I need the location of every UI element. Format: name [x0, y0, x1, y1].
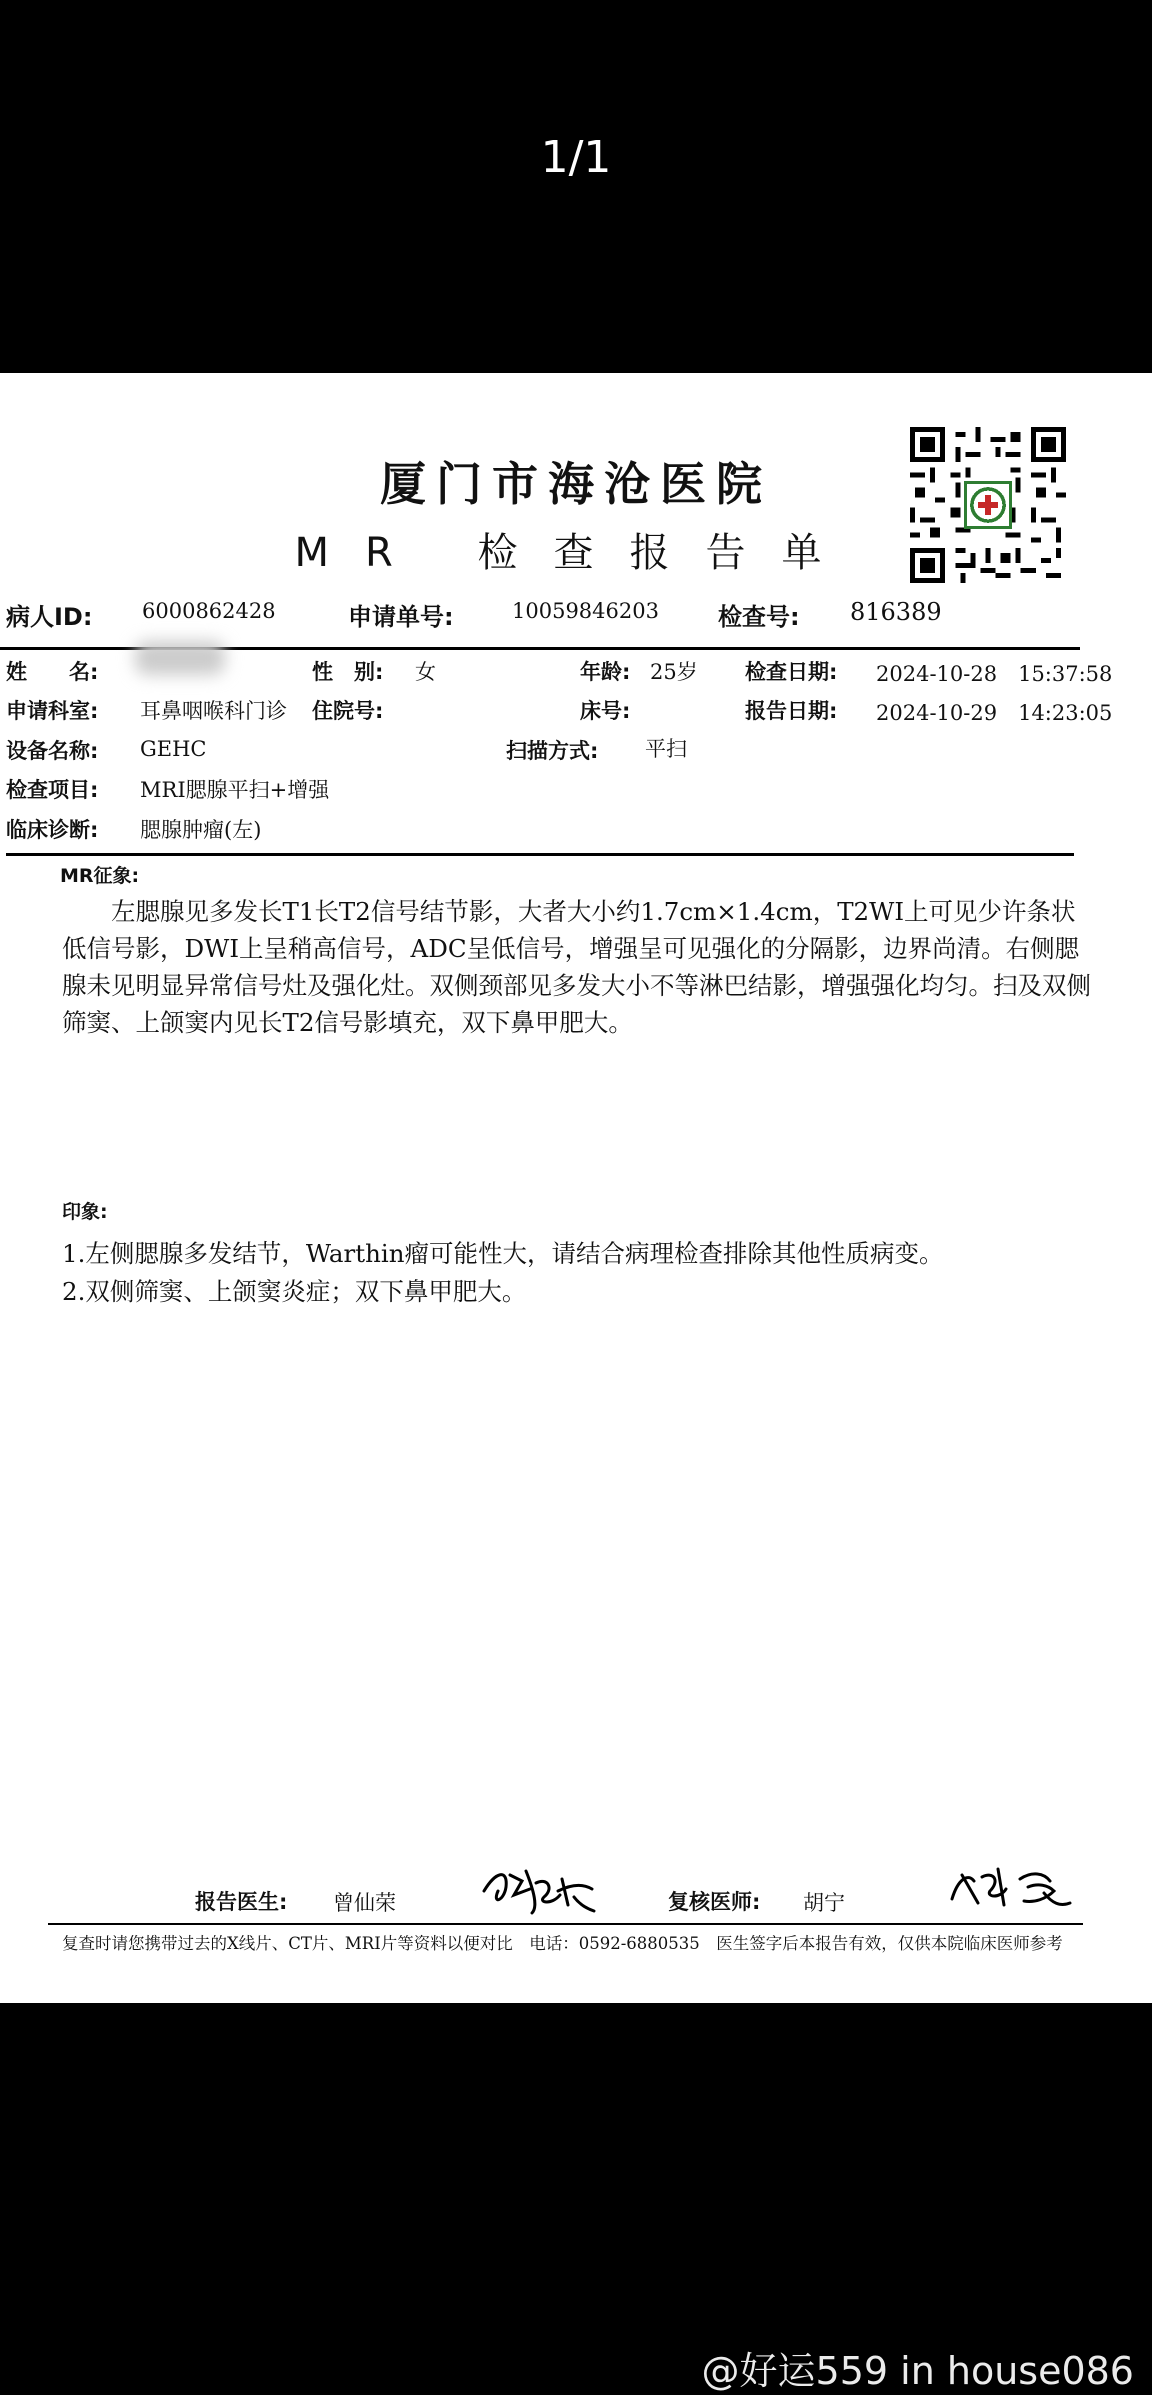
report-date-label: 报告日期: [745, 699, 838, 723]
report-document [0, 373, 1152, 2003]
watermark: @好运559 in house086 [701, 2349, 1134, 2393]
item-value: MRI腮腺平扫+增强 [140, 778, 330, 802]
report-title: MR 检查报告单 [294, 530, 858, 576]
page-counter: 1/1 [540, 132, 612, 183]
inpatient-label: 住院号: [312, 699, 384, 723]
patient-id-label: 病人ID: [6, 603, 93, 631]
item-label: 检查项目: [6, 778, 99, 802]
findings-label: MR征象: [60, 865, 140, 887]
report-date-value: 2024-10-29 14:23:05 [876, 701, 1113, 725]
impression-item-2: 2.双侧筛窦、上颌窦炎症；双下鼻甲肥大。 [62, 1277, 527, 1306]
request-no-label: 申请单号: [348, 603, 454, 631]
impression-item-1: 1.左侧腮腺多发结节，Warthin瘤可能性大，请结合病理检查排除其他性质病变。 [62, 1239, 944, 1268]
doctor-name: 曾仙荣 [333, 1891, 396, 1915]
dept-value: 耳鼻咽喉科门诊 [140, 699, 287, 723]
gender-value: 女 [415, 660, 436, 684]
device-label: 设备名称: [6, 739, 99, 763]
age-label: 年龄: [580, 660, 631, 684]
name-label: 姓 名: [6, 660, 99, 684]
exam-date-value: 2024-10-28 15:37:58 [876, 662, 1113, 686]
findings-text: 左腮腺见多发长T1长T2信号结节影，大者大小约1.7cm×1.4cm，T2WI上可见少许条状低信号影，DWI上呈稍高信号，ADC呈低信号，增强呈可见强化的分隔影，边界尚清。右侧腮腺未见明显异常信号灶及强化灶。双侧颈部见多发大小不等淋巴结影，增强强化均匀。扫及双侧筛窦、上颌窦内见长T2信号影填充，双下鼻甲肥大。 [62, 897, 1091, 1037]
device-value: GEHC [140, 737, 207, 761]
hospital-name: 厦门市海沧医院 [380, 457, 772, 511]
redacted-name [135, 641, 225, 675]
doctor-label: 报告医生: [195, 1890, 288, 1914]
reviewer-signature-icon [948, 1859, 1073, 1919]
footer-divider [48, 1923, 1083, 1925]
diag-label: 临床诊断: [6, 818, 99, 842]
scan-value: 平扫 [645, 737, 687, 761]
request-no-value: 10059846203 [512, 599, 659, 623]
diag-value: 腮腺肿瘤(左) [140, 818, 262, 842]
exam-no-value: 816389 [850, 598, 942, 626]
exam-date-label: 检查日期: [745, 660, 838, 684]
reviewer-name: 胡宁 [803, 1891, 845, 1915]
qr-code-icon [910, 427, 1066, 583]
doctor-signature-icon [478, 1861, 598, 1923]
impression-label: 印象: [62, 1201, 108, 1223]
exam-no-label: 检查号: [718, 603, 800, 631]
patient-id-value: 6000862428 [142, 599, 276, 623]
age-value: 25岁 [650, 660, 698, 684]
footer-note: 复查时请您携带过去的X线片、CT片、MRI片等资料以便对比 电话：0592-6880535 医生签字后本报告有效，仅供本院临床医师参考 [62, 1934, 1063, 1953]
scan-label: 扫描方式: [506, 739, 599, 763]
gender-label: 性 别: [312, 660, 384, 684]
info-divider [6, 853, 1074, 856]
reviewer-label: 复核医师: [668, 1890, 761, 1914]
dept-label: 申请科室: [6, 699, 99, 723]
bed-label: 床号: [580, 699, 631, 723]
